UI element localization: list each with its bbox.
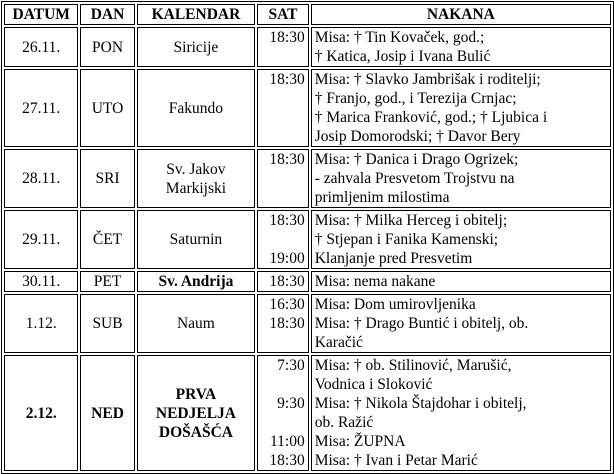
calendar-cell (137, 210, 256, 269)
intention-cell (311, 27, 611, 67)
calendar-line: Naum (176, 315, 215, 332)
day-cell: UTO (80, 69, 134, 147)
intention-line: Misa: nema nakane (314, 273, 436, 290)
time-line: 18:30 (269, 452, 305, 469)
intention-cell (311, 355, 611, 471)
date-cell: 27.11. (4, 69, 78, 147)
intention-line: Misa: † ob. Stilinović, Marušić, (314, 357, 512, 374)
intention-line: Misa: † Slavko Jambrišak i roditelji; (314, 71, 541, 88)
time-line (261, 413, 304, 432)
intention-line: Misa: † Nikola Štajdohar i obitelj, (314, 395, 527, 412)
time-line: 18:30 (269, 151, 305, 168)
calendar-cell (137, 271, 256, 292)
time-line (261, 89, 304, 108)
time-line (261, 108, 304, 127)
intention-line: Misa: † Drago Buntić i obitelj, ob. (314, 315, 529, 332)
intention-line: ob. Ražić (314, 414, 374, 431)
time-line (261, 169, 304, 188)
time-cell (257, 271, 308, 292)
time-line (261, 230, 304, 249)
intention-line: † Marica Franković, god.; † Ljubica i (314, 109, 548, 126)
intention-cell (311, 210, 611, 269)
time-line: 18:30 (269, 29, 305, 46)
time-line (261, 47, 304, 66)
time-line (261, 127, 304, 146)
time-cell (257, 69, 308, 147)
mass-schedule-table (1, 1, 614, 474)
calendar-line: Sv. Jakov (166, 160, 226, 178)
time-cell (257, 27, 308, 67)
date-cell: 2.12. (4, 355, 78, 471)
table-row (4, 210, 611, 269)
header-datum: DATUM (4, 4, 78, 25)
day-cell: NED (80, 355, 134, 471)
time-line: 18:30 (269, 273, 305, 290)
calendar-line: Sv. Andrija (158, 273, 234, 290)
intention-line: Misa: † Tin Kovaček, god.; (314, 29, 485, 46)
day-cell: SRI (80, 149, 134, 208)
day-cell: SUB (80, 294, 134, 353)
date-cell: 28.11. (4, 149, 78, 208)
time-line (261, 188, 304, 207)
calendar-line: Fakundo (168, 99, 224, 117)
time-line: 18:30 (269, 71, 305, 88)
header-kalendar: KALENDAR (137, 4, 256, 25)
header-sat: SAT (257, 4, 308, 25)
time-cell (257, 210, 308, 269)
time-cell (257, 294, 308, 353)
header-row (4, 4, 611, 25)
calendar-cell (137, 355, 256, 471)
date-cell: 30.11. (4, 271, 78, 292)
time-line: 7:30 (277, 357, 305, 374)
day-cell: PON (80, 27, 134, 67)
intention-line: Misa: Dom umirovljenika (314, 296, 476, 313)
table-row (4, 149, 611, 208)
header-dan: DAN (80, 4, 134, 25)
table-row (4, 355, 611, 471)
calendar-cell (137, 294, 256, 353)
table-row (4, 271, 611, 292)
intention-line: † Stjepan i Fanika Kamenski; (314, 231, 499, 248)
time-line: 9:30 (277, 395, 305, 412)
date-cell: 29.11. (4, 210, 78, 269)
intention-line: Klanjanje pred Presvetim (314, 250, 473, 267)
header-nakana: NAKANA (311, 4, 611, 25)
time-line: 11:00 (269, 433, 305, 450)
intention-line: Misa: † Danica i Drago Ogrizek; (314, 151, 519, 168)
calendar-cell (137, 149, 256, 208)
calendar-line: NEDJELJA (155, 404, 236, 422)
time-line: 18:30 (269, 315, 305, 332)
calendar-line: PRVA (175, 385, 217, 403)
calendar-line: Markijski (165, 179, 227, 197)
intention-line: Vodnica i Sloković (314, 376, 433, 393)
intention-line: † Katica, Josip i Ivana Bulić (314, 48, 491, 65)
intention-line: - zahvala Presvetom Trojstvu na (314, 170, 515, 187)
time-cell (257, 149, 308, 208)
intention-line: Misa: ŽUPNA (314, 433, 406, 450)
intention-line: Josip Domorodski; † Davor Bery (314, 128, 521, 145)
calendar-line: Siricije (173, 38, 219, 56)
table-row (4, 69, 611, 147)
time-line: 16:30 (269, 296, 305, 313)
intention-line: Misa: † Milka Herceg i obitelj; (314, 212, 508, 229)
intention-line: Misa: † Ivan i Petar Marić (314, 452, 478, 469)
calendar-line: Saturnin (169, 231, 223, 248)
date-cell: 26.11. (4, 27, 78, 67)
time-line (261, 333, 304, 352)
calendar-cell (137, 69, 256, 147)
table-row (4, 27, 611, 67)
intention-cell (311, 69, 611, 147)
time-line: 19:00 (269, 250, 305, 267)
intention-cell (311, 294, 611, 353)
date-cell: 1.12. (4, 294, 78, 353)
intention-line: † Franjo, god., i Terezija Crnjac; (314, 90, 517, 107)
table-row (4, 294, 611, 353)
time-line (261, 375, 304, 394)
intention-line: primljenim milostima (314, 189, 450, 206)
calendar-cell (137, 27, 256, 67)
intention-cell (311, 271, 611, 292)
day-cell: PET (80, 271, 134, 292)
time-cell (257, 355, 308, 471)
time-line: 18:30 (269, 212, 305, 229)
intention-cell (311, 149, 611, 208)
calendar-line: DOŠAŠĆA (158, 423, 233, 441)
intention-line: Karačić (314, 334, 363, 351)
day-cell: ČET (80, 210, 134, 269)
